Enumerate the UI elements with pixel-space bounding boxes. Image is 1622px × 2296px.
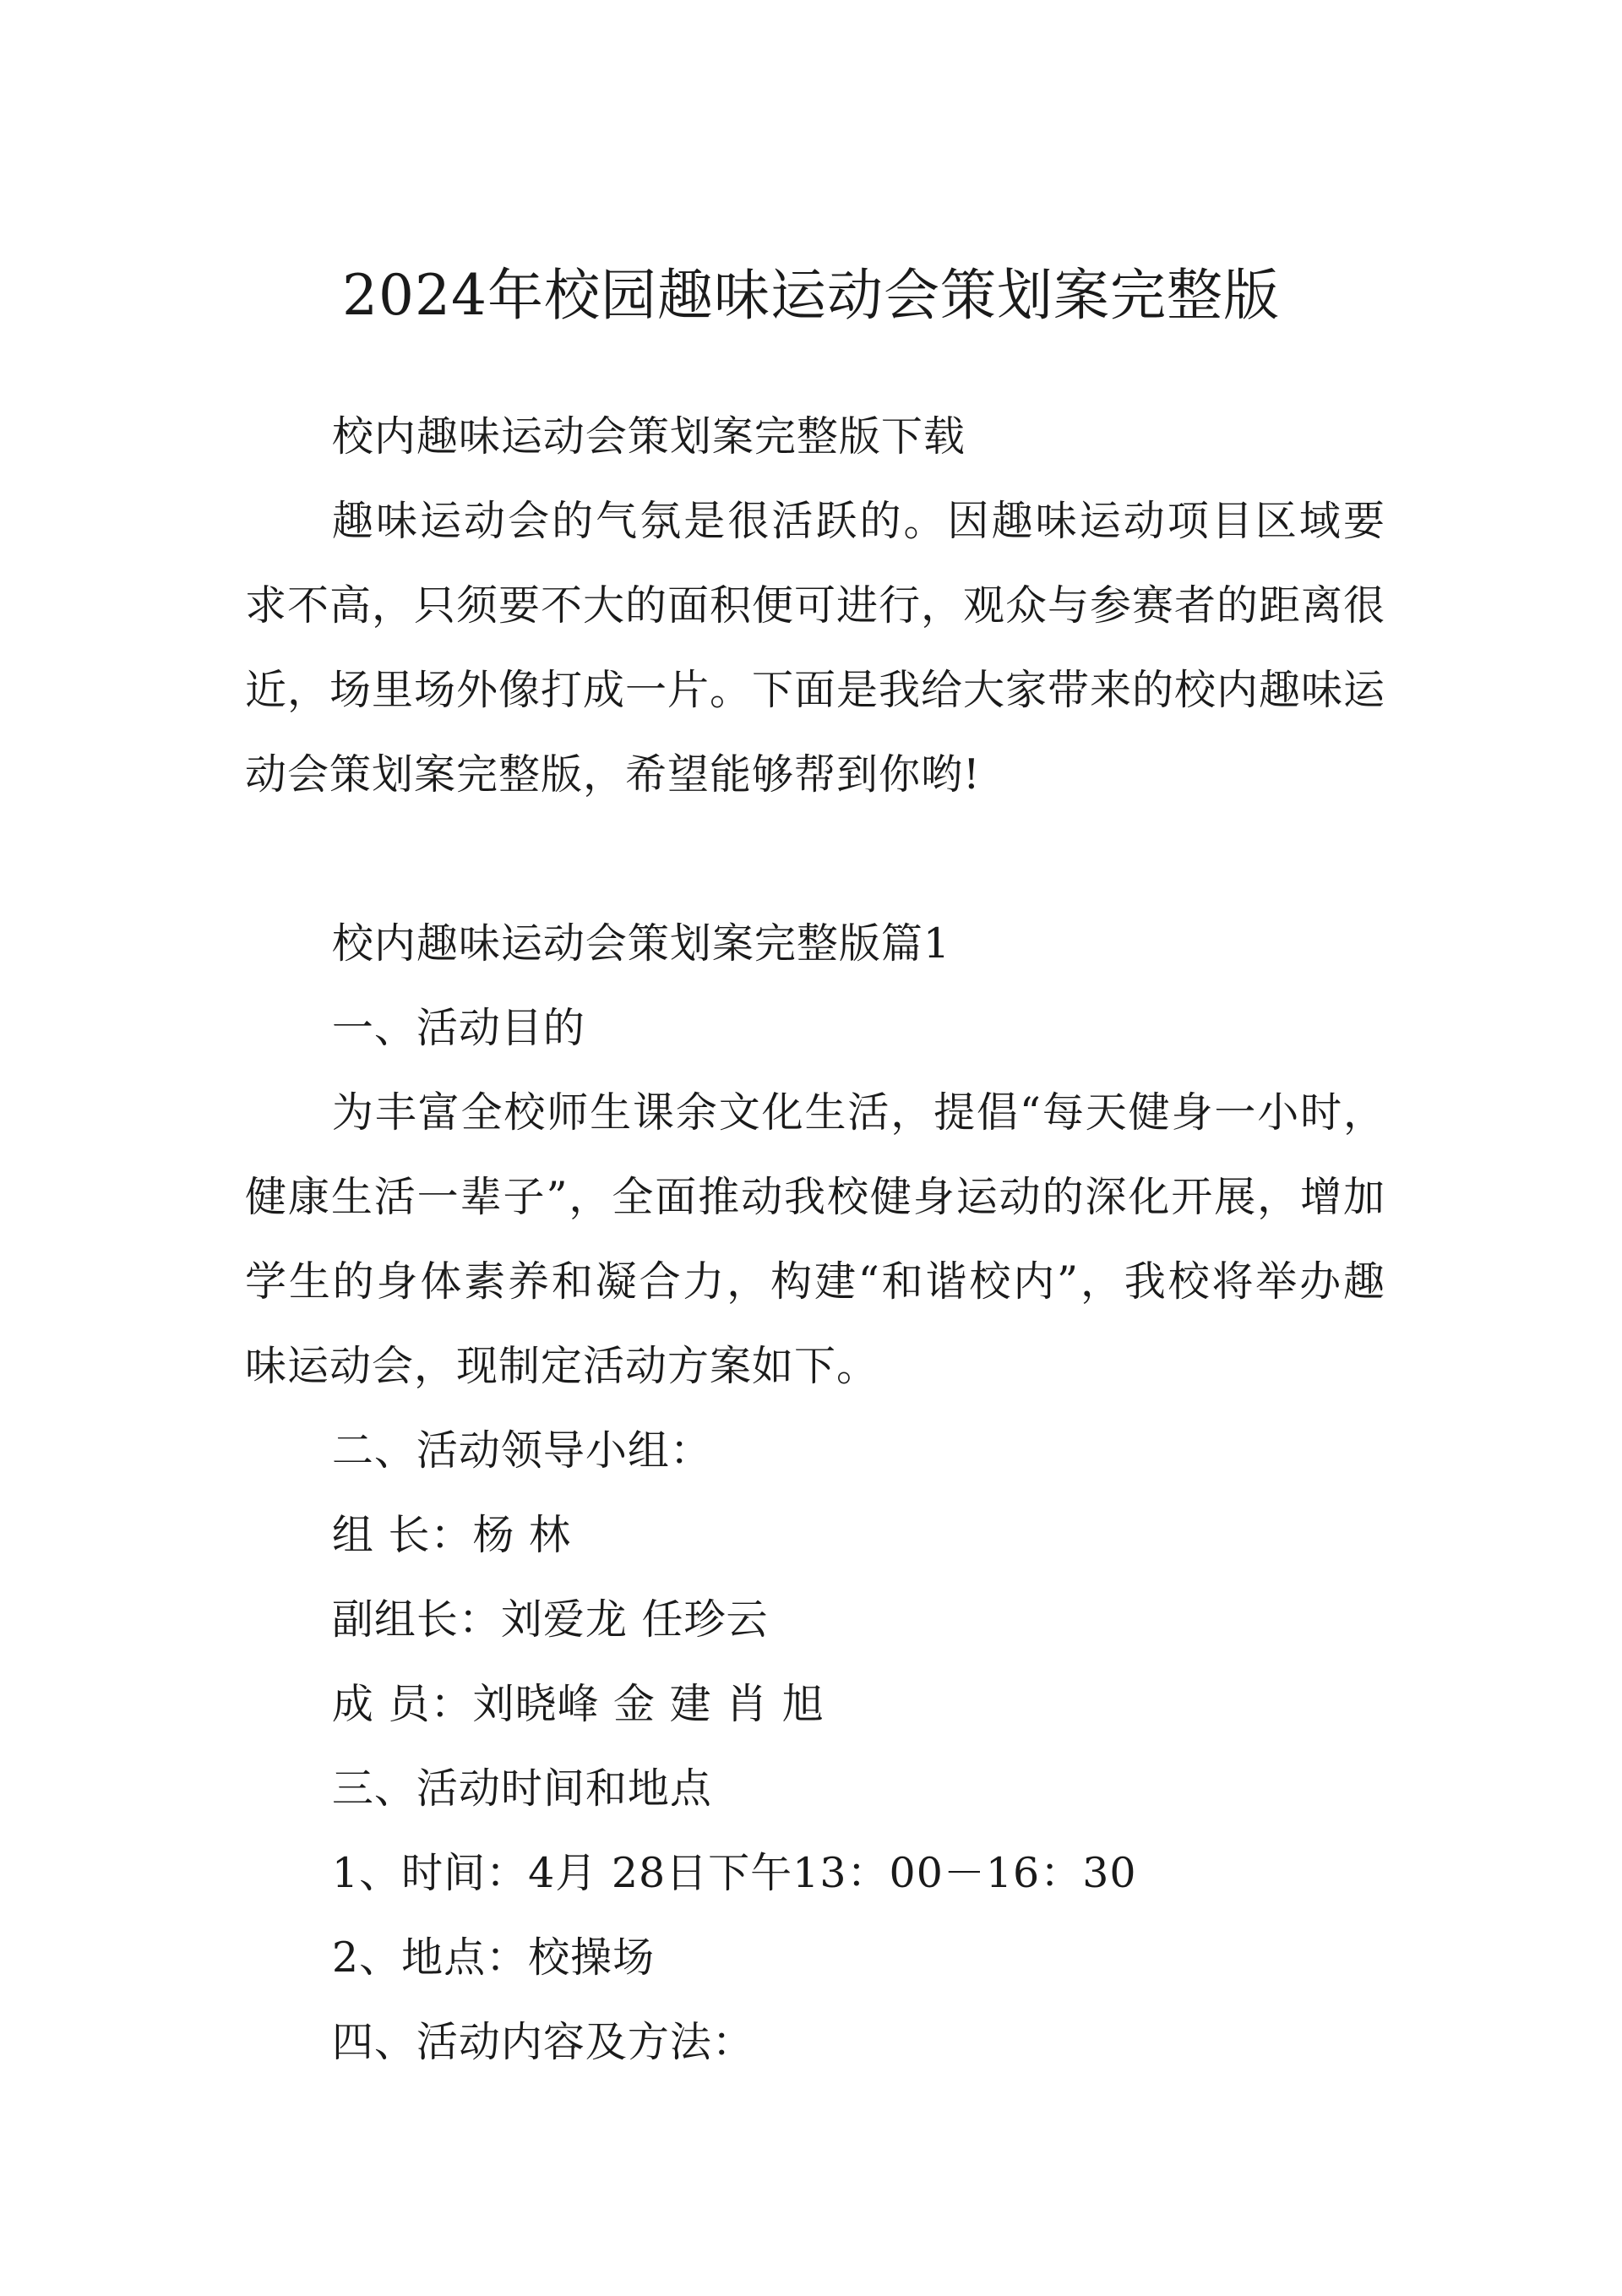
blank-line (245, 817, 1385, 902)
purpose-paragraph: 为丰富全校师生课余文化生活，提倡“每天健身一小时，健康生活一辈子”，全面推动我校健身运动的深化开展，增加学生的身体素养和凝合力，构建“和谐校内”，我校将举办趣味运动会，现制定活动方案如下。 (245, 1088, 1385, 1390)
place-line: 2、地点：校操场 (331, 1933, 656, 1982)
subtitle: 校内趣味运动会策划案完整版下载 (331, 412, 966, 461)
heading-time-place: 三、活动时间和地点 (331, 1764, 712, 1813)
intro-paragraph: 趣味运动会的气氛是很活跃的。因趣味运动项目区域要求不高，只须要不大的面积便可进行，观众与参赛者的距离很近，场里场外像打成一片。下面是我给大家带来的校内趣味运动会策划案完整版，希望能够帮到你哟! (245, 497, 1386, 799)
time-line: 1、时间：4月 28日下午13：00－16：30 (331, 1849, 1137, 1897)
heading-leadership: 二、活动领导小组： (331, 1426, 712, 1475)
document-body (245, 395, 1385, 2085)
heading-content-method: 四、活动内容及方法： (331, 2018, 754, 2066)
section-title: 校内趣味运动会策划案完整版篇1 (331, 919, 951, 968)
deputy-line: 副组长：刘爱龙 任珍云 (331, 1595, 769, 1644)
leader-line: 组 长：杨 林 (331, 1511, 572, 1559)
heading-purpose: 一、活动目的 (331, 1004, 585, 1052)
members-line: 成 员：刘晓峰 金 建 肖 旭 (331, 1680, 825, 1728)
document-title: 2024年校园趣味运动会策划案完整版 (342, 263, 1280, 328)
